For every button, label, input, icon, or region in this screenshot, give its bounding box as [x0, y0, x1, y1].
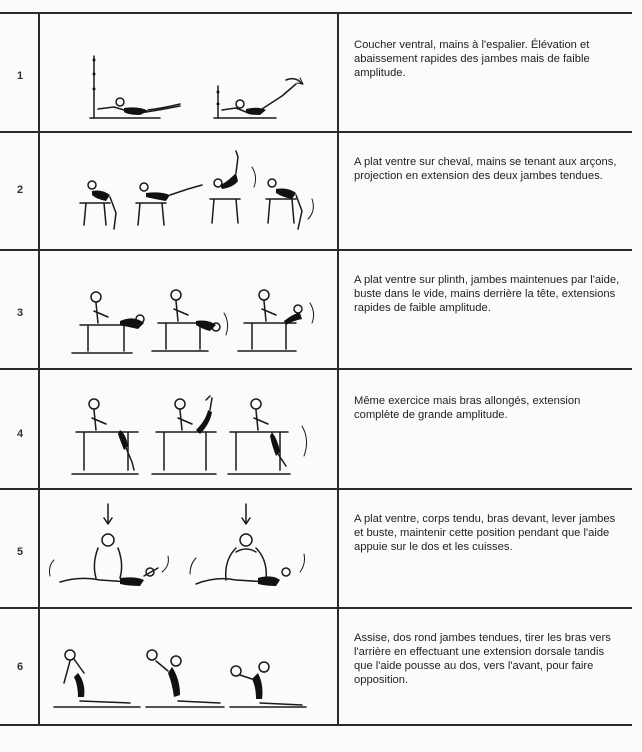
exercise-description: A plat ventre sur plinth, jambes maintenues par l'aide, buste dans le vide, mains derrière la tête, extensions rapides de faible amplitude. — [354, 274, 620, 314]
plinth-assisted-extension-illustration — [40, 251, 338, 368]
table-row — [0, 251, 642, 368]
table-row — [0, 609, 642, 724]
exercise-description: Assise, dos rond jambes tendues, tirer les bras vers l'arrière en effectuant une extension dorsale tandis que l'aide pousse au dos, vers l'avant, pour faire opposition. — [354, 632, 611, 686]
table-row — [0, 14, 642, 131]
table-bottom-rule — [0, 724, 632, 726]
table-row — [0, 370, 642, 488]
plinth-full-extension-illustration — [40, 370, 338, 488]
exercise-number: 2 — [16, 184, 24, 196]
exercise-number: 4 — [16, 428, 24, 440]
exercise-number: 6 — [16, 661, 24, 673]
pommel-horse-leg-extension-illustration — [40, 133, 338, 249]
exercise-description: A plat ventre sur cheval, mains se tenant aux arçons, projection en extension des deux jambes tendues. — [354, 156, 617, 182]
exercise-number: 3 — [16, 307, 24, 319]
exercise-description: Même exercice mais bras allongés, extension complète de grande amplitude. — [354, 395, 581, 421]
table-row — [0, 133, 642, 249]
exercise-description: A plat ventre, corps tendu, bras devant, lever jambes et buste, maintenir cette position pendant que l'aide appuie sur le dos et les cuisses. — [354, 513, 616, 553]
prone-assisted-hold-illustration — [40, 490, 338, 607]
wall-bars-prone-leg-raise-illustration — [40, 14, 338, 131]
exercise-number: 1 — [16, 70, 24, 82]
seated-assisted-back-extension-illustration — [40, 609, 338, 724]
exercise-description: Coucher ventral, mains à l'espalier. Élévation et abaissement rapides des jambes mais de faible amplitude. — [354, 39, 590, 79]
table-row — [0, 490, 642, 607]
exercise-number: 5 — [16, 546, 24, 558]
